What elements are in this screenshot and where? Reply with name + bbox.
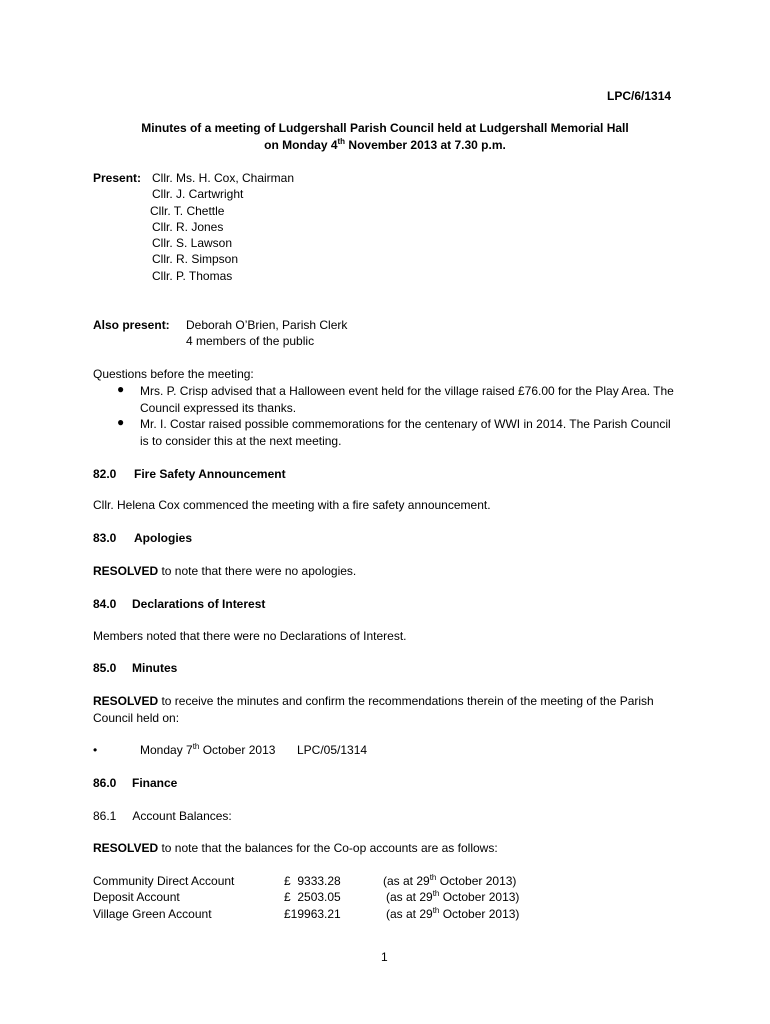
bullet-icon: • [93,743,98,757]
present-member: Cllr. R. Jones [152,220,224,234]
present-member: Cllr. J. Cartwright [152,187,244,201]
account-amount: £ 2503.05 [284,890,341,904]
section-86-number: 86.0 [93,776,117,790]
present-member: Cllr. P. Thomas [152,269,233,283]
questions-heading: Questions before the meeting: [93,367,254,381]
also-present-label: Also present: [93,318,170,332]
title-line-1: Minutes of a meeting of Ludgershall Parish Council held at Ludgershall Memorial Hall [141,121,629,135]
minutes-reference: LPC/05/1314 [297,743,368,757]
page-title [0,120,770,154]
present-member: Cllr. S. Lawson [152,236,233,250]
section-84-number: 84.0 [93,597,117,611]
minutes-date: Monday 7th October 2013 [140,742,276,757]
present-member: Cllr. T. Chettle [150,204,225,218]
account-name: Village Green Account [93,907,212,921]
section-83-title: Apologies [134,531,193,545]
title-line-2: on Monday 4th November 2013 at 7.30 p.m. [264,137,506,152]
section-83-number: 83.0 [93,531,117,545]
question-item: Mr. I. Costar raised possible commemorations for the centenary of WWI in 2014. The Parish Council is to consider this at the next meeting. [140,417,671,448]
present-member: Cllr. R. Simpson [152,252,239,266]
section-85-title: Minutes [132,661,178,675]
account-amount: £ 9333.28 [284,874,341,888]
also-present-item: 4 members of the public [186,334,315,348]
section-86-text: RESOLVED to note that the balances for the Co-op accounts are as follows: [93,841,498,855]
also-present-item: Deborah O’Brien, Parish Clerk [186,318,348,332]
account-date: (as at 29th October 2013) [386,906,520,921]
page-number: 1 [381,950,388,964]
present-member: Cllr. Ms. H. Cox, Chairman [152,171,295,185]
section-85-text: RESOLVED to receive the minutes and confirm the recommendations therein of the meeting of the Parish Council held on: [93,694,654,725]
section-82-text: Cllr. Helena Cox commenced the meeting with a fire safety announcement. [93,498,491,512]
section-84-text: Members noted that there were no Declarations of Interest. [93,629,407,643]
question-item: Mrs. P. Crisp advised that a Halloween event held for the village raised £76.00 for the Play Area. The Council expressed its thanks. [140,384,674,415]
account-amount: £19963.21 [284,907,341,921]
bullet-icon: ● [117,415,125,429]
section-86-title: Finance [132,776,178,790]
subsection-86-1: 86.1 Account Balances: [93,809,232,823]
present-label: Present: [93,171,142,185]
account-name: Deposit Account [93,890,180,904]
account-date: (as at 29th October 2013) [383,873,517,888]
bullet-icon: ● [117,382,125,396]
document-reference: LPC/6/1314 [607,89,672,103]
section-83-text: RESOLVED to note that there were no apologies. [93,564,357,578]
account-date: (as at 29th October 2013) [386,889,520,904]
section-84-title: Declarations of Interest [132,597,266,611]
section-82-number: 82.0 [93,467,117,481]
section-82-title: Fire Safety Announcement [134,467,286,481]
section-85-number: 85.0 [93,661,117,675]
account-name: Community Direct Account [93,874,235,888]
